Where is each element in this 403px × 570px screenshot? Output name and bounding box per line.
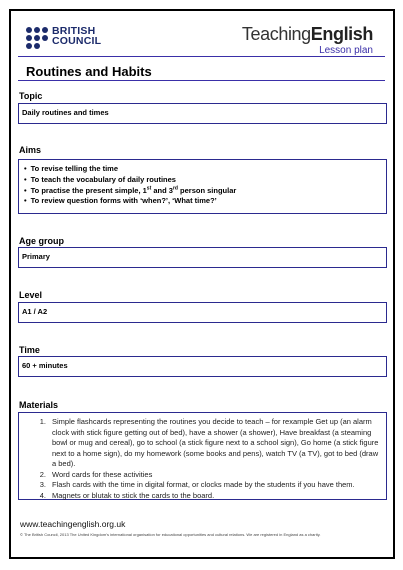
materials-heading: Materials: [19, 400, 59, 410]
materials-item: 3. Flash cards with the time in digital format, or clocks made by the students if you have them.: [39, 480, 355, 489]
age-group-heading: Age group: [19, 236, 64, 246]
level-value: A1 / A2: [22, 307, 48, 316]
british-council-logo: [26, 26, 101, 49]
teaching-english-logo: [242, 24, 373, 57]
title-divider: [18, 80, 385, 81]
age-group-value: Primary: [22, 252, 50, 261]
materials-item: 1. Simple flashcards representing the routines you decide to teach – for rexample Get up (an alarm clock with stick figure getting out of bed), have a shower (a shower), Have breakfast (a steaming bowl or mug and cereal), go to school (a stick figure next to a school sign), Go home (a stick figure next to a home sign), do my homework (some books and pens), watch TV (a TV), got to bed (draw a bed).: [39, 417, 379, 468]
topic-box: [18, 103, 387, 124]
header-divider: [18, 56, 385, 57]
british-council-dots-icon: [26, 27, 48, 49]
time-box: [18, 356, 387, 377]
footer-copyright: © The British Council, 2013 The United Kingdom’s international organisation for educational opportunities and cultural relations. We are registered in England as a charity.: [20, 532, 321, 537]
page-title: Routines and Habits: [26, 64, 152, 79]
materials-item: 4. Magnets or blutak to stick the cards to the board.: [39, 490, 215, 500]
age-group-box: [18, 247, 387, 268]
time-value: 60 + minutes: [22, 361, 68, 370]
aims-heading: Aims: [19, 145, 42, 155]
materials-list: [22, 417, 383, 501]
te-prefix: Teaching: [241, 24, 311, 44]
aims-item: • To review question forms with ‘when?’, ‘What time?’: [22, 196, 383, 207]
british-council-line1: BRITISH: [52, 25, 96, 37]
aims-item: • To teach the vocabulary of daily routines: [22, 175, 383, 186]
aims-box: [18, 159, 387, 214]
te-bold: English: [310, 24, 373, 44]
lesson-plan-label: Lesson plan: [319, 45, 373, 56]
level-box: [18, 302, 387, 323]
aims-item: • To revise telling the time: [22, 164, 383, 175]
topic-value: Daily routines and times: [22, 108, 109, 117]
materials-box: [18, 412, 387, 500]
materials-item: 2. Word cards for these activities: [39, 469, 153, 479]
british-council-line2: COUNCIL: [52, 35, 102, 47]
aims-list: [22, 164, 383, 207]
time-heading: Time: [19, 345, 40, 355]
level-heading: Level: [19, 290, 43, 300]
footer-url[interactable]: www.teachingenglish.org.uk: [20, 519, 126, 529]
aims-item: • To practise the present simple, 1st and 3rd person singular: [22, 186, 383, 197]
topic-heading: Topic: [19, 91, 43, 101]
